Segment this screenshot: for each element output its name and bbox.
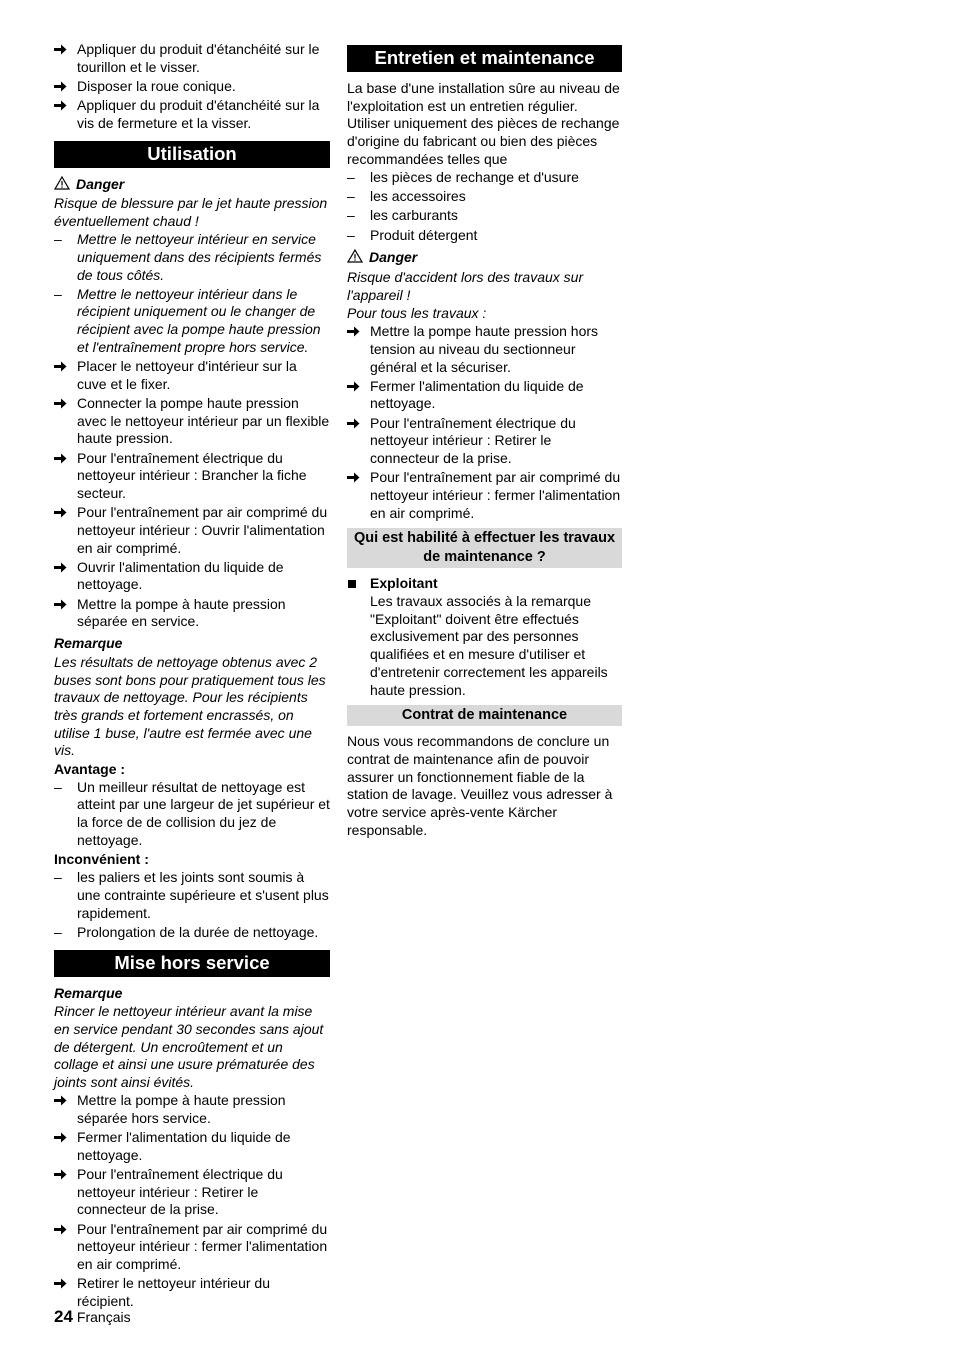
- list-item: Pour l'entraînement électrique du nettoyeur intérieur : Retirer le connecteur de la prise.: [54, 1166, 330, 1219]
- operator-label: Exploitant: [370, 575, 438, 592]
- list-item: Connecter la pompe haute pression avec le nettoyeur intérieur par un flexible haute pression.: [54, 395, 330, 448]
- list-item: Mettre la pompe haute pression hors tension au niveau du sectionneur général et la sécuriser.: [347, 323, 622, 376]
- warning-triangle-icon: [54, 176, 70, 190]
- utilisation-steps: [54, 358, 330, 631]
- left-column: [54, 41, 330, 1312]
- list-item: Appliquer du produit d'étanchéité sur le tourillon et le visser.: [54, 41, 330, 76]
- list-item: – les pièces de rechange et d'usure: [347, 169, 579, 186]
- note-heading: Remarque: [54, 984, 123, 1001]
- list-item: Pour l'entraînement par air comprimé du nettoyeur intérieur : fermer l'alimentation en air comprimé.: [347, 469, 622, 522]
- dash-bullet: –: [54, 285, 62, 302]
- list-item: – Prolongation de la durée de nettoyage.: [54, 923, 319, 940]
- arrow-right-icon: [54, 1221, 74, 1241]
- danger-heading: Danger: [347, 249, 622, 267]
- note-text: Les résultats de nettoyage obtenus avec 2 buses sont bons pour pratiquement tous les travaux de nettoyage. Pour les récipients très grands et fortement encrassés, on utilise 1 buse, l'autre est fermée avec une vis.: [54, 653, 326, 759]
- dash-bullet: –: [347, 226, 355, 243]
- arrow-right-icon: [54, 97, 74, 117]
- arrow-right-icon: [54, 450, 74, 470]
- list-item: Ouvrir l'alimentation du liquide de nettoyage.: [54, 559, 330, 594]
- contract-text: Nous vous recommandons de conclure un contrat de maintenance afin de pouvoir assurer un fonctionnement fiable de la station de lavage. Veuillez vous adresser à votre service après-vente Kärcher responsable.: [347, 733, 613, 838]
- list-item: Pour l'entraînement par air comprimé du nettoyeur intérieur : Ouvrir l'alimentation en air comprimé.: [54, 504, 330, 557]
- operator-text: Les travaux associés à la remarque "Exploitant" doivent être effectués exclusivement par des personnes qualifiées et en mesure d'utiliser et d'entretenir correctement les appareils haute pression.: [370, 593, 608, 698]
- arrow-right-icon: [347, 469, 367, 489]
- section-heading-utilisation: Utilisation: [54, 141, 330, 168]
- list-item: Pour l'entraînement par air comprimé du nettoyeur intérieur : fermer l'alimentation en air comprimé.: [54, 1221, 330, 1274]
- page-footer: [54, 1308, 131, 1327]
- section-heading-maintenance: Entretien et maintenance: [347, 45, 622, 72]
- list-item: Appliquer du produit d'étanchéité sur la vis de fermeture et la visser.: [54, 97, 330, 132]
- dash-bullet: –: [54, 869, 62, 886]
- arrow-right-icon: [54, 1129, 74, 1149]
- advantage-list: [54, 779, 330, 850]
- right-column: [347, 41, 622, 840]
- warning-triangle-icon: [347, 249, 363, 263]
- list-item: Mettre la pompe à haute pression séparée hors service.: [54, 1092, 330, 1127]
- arrow-right-icon: [54, 78, 74, 98]
- list-item: Fermer l'alimentation du liquide de nettoyage.: [54, 1129, 330, 1164]
- parts-list: [347, 169, 622, 244]
- list-item: – Mettre le nettoyeur intérieur en service uniquement dans des récipients fermés de tous côtés.: [54, 231, 322, 283]
- maintenance-intro: La base d'une installation sûre au niveau de l'exploitation est un entretien régulier. Utiliser uniquement des pièces de rechange d'origine du fabricant ou bien des pièces recommandées telles que: [347, 80, 620, 167]
- note-text: Rincer le nettoyeur intérieur avant la mise en service pendant 30 secondes sans ajout de détergent. Un encroûtement et un collage et ainsi une usure prématurée des joints sont ainsi évités.: [54, 1003, 324, 1091]
- arrow-right-icon: [54, 596, 74, 616]
- arrow-right-icon: [54, 504, 74, 524]
- arrow-right-icon: [54, 1092, 74, 1112]
- danger-text: Risque de blessure par le jet haute pression éventuellement chaud !: [54, 195, 328, 229]
- arrow-right-icon: [54, 41, 74, 61]
- disadvantage-heading: Inconvénient :: [54, 851, 149, 868]
- list-item: – Mettre le nettoyeur intérieur dans le récipient uniquement ou le changer de récipient avec la pompe haute pression et l'entraînement propre hors service.: [54, 285, 321, 355]
- subsection-heading-contract: Contrat de maintenance: [347, 705, 622, 726]
- danger-subtext: Pour tous les travaux :: [347, 304, 487, 321]
- shutdown-steps: [54, 1092, 330, 1310]
- list-item: Disposer la roue conique.: [54, 78, 330, 96]
- list-item: Placer le nettoyeur d'intérieur sur la cuve et le fixer.: [54, 358, 330, 393]
- advantage-heading: Avantage :: [54, 760, 126, 777]
- dash-bullet: –: [347, 169, 355, 186]
- danger-heading: Danger: [54, 176, 330, 194]
- list-item: Pour l'entraînement électrique du nettoyeur intérieur : Brancher la fiche secteur.: [54, 450, 330, 503]
- page-number: 24: [54, 1307, 73, 1326]
- list-item: Pour l'entraînement électrique du nettoyeur intérieur : Retirer le connecteur de la prise.: [347, 415, 622, 468]
- list-item: – Produit détergent: [347, 226, 478, 243]
- intro-steps: [54, 41, 330, 133]
- disadvantage-list: [54, 869, 330, 941]
- arrow-right-icon: [54, 559, 74, 579]
- arrow-right-icon: [54, 358, 74, 378]
- dash-bullet: –: [54, 923, 62, 940]
- list-item: Retirer le nettoyeur intérieur du récipient.: [54, 1275, 330, 1310]
- danger-list: [54, 231, 330, 356]
- dash-bullet: –: [54, 231, 62, 248]
- list-item: – les accessoires: [347, 188, 466, 205]
- arrow-right-icon: [54, 395, 74, 415]
- note-heading: Remarque: [54, 635, 123, 652]
- list-item: Fermer l'alimentation du liquide de nettoyage.: [347, 378, 622, 413]
- danger-text: Risque d'accident lors des travaux sur l'appareil !: [347, 269, 584, 303]
- list-item: – les paliers et les joints sont soumis à une contrainte supérieure et s'usent plus rapidement.: [54, 869, 329, 921]
- arrow-right-icon: [347, 415, 367, 435]
- arrow-right-icon: [54, 1275, 74, 1295]
- arrow-right-icon: [54, 1166, 74, 1186]
- footer-language: Français: [76, 1309, 131, 1325]
- dash-bullet: –: [347, 188, 355, 205]
- list-item: Mettre la pompe à haute pression séparée en service.: [54, 596, 330, 631]
- square-bullet-icon: [347, 575, 367, 593]
- list-item: – les carburants: [347, 207, 458, 224]
- arrow-right-icon: [347, 378, 367, 398]
- dash-bullet: –: [347, 207, 355, 224]
- maintenance-steps: [347, 323, 622, 522]
- dash-bullet: –: [54, 778, 62, 795]
- operator-item: [347, 575, 622, 699]
- arrow-right-icon: [347, 323, 367, 343]
- list-item: – Un meilleur résultat de nettoyage est atteint par une largeur de jet supérieur et la force de de collision du jez de nettoyage.: [54, 778, 330, 848]
- section-heading-shutdown: Mise hors service: [54, 950, 330, 977]
- subsection-heading-qualified: Qui est habilité à effectuer les travaux de maintenance ?: [347, 528, 622, 568]
